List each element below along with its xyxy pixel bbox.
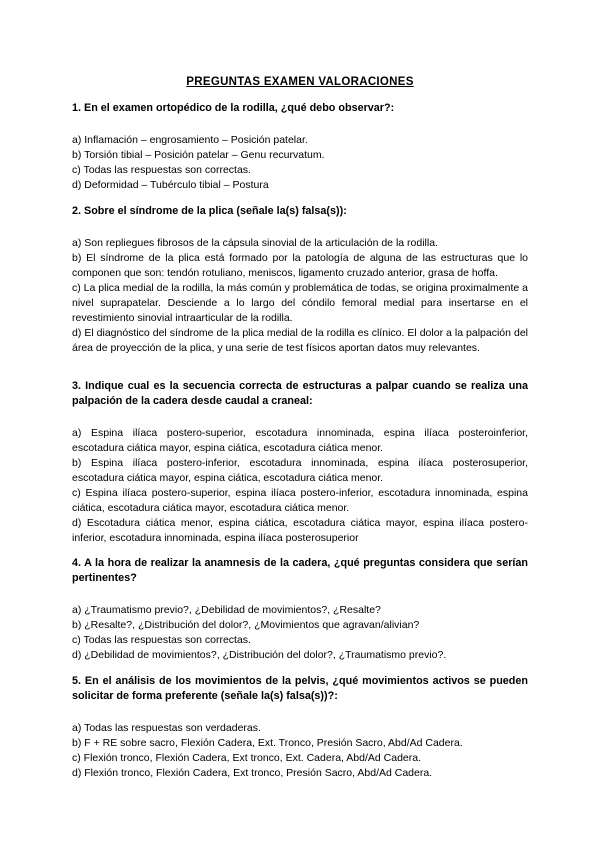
question-text: 4. A la hora de realizar la anamnesis de la cadera, ¿qué preguntas considera que serían pertinentes? (72, 557, 528, 584)
question-text: 2. Sobre el síndrome de la plica (señale la(s) falsa(s)): (72, 205, 347, 217)
options-list (72, 133, 528, 193)
option-c: c) Flexión tronco, Flexión Cadera, Ext tronco, Ext. Cadera, Abd/Ad Cadera. (72, 752, 422, 764)
option-b: b) El síndrome de la plica está formado por la patología de alguna de las estructuras que lo componen que son: tendón rotuliano, meniscos, ligamento cruzado anterior, grasa de hoffa. (72, 252, 528, 279)
option-a: a) Inflamación – engrosamiento – Posición patelar. (72, 134, 308, 146)
question-3 (72, 379, 528, 546)
question-4 (72, 556, 528, 663)
option-a: a) Espina ilíaca postero-superior, escotadura innominada, espina ilíaca posteroinferior, escotadura ciática mayor, espina ciática, escotadura ciática menor. (72, 427, 528, 454)
option-a: a) Son repliegues fibrosos de la cápsula sinovial de la articulación de la rodilla. (72, 237, 438, 249)
option-d: d) Deformidad – Tubérculo tibial – Postura (72, 179, 269, 191)
page-title: PREGUNTAS EXAMEN VALORACIONES (186, 76, 414, 88)
question-1 (72, 101, 528, 193)
option-a: a) Todas las respuestas son verdaderas. (72, 722, 261, 734)
option-d: d) Escotadura ciática menor, espina ciática, escotadura ciática mayor, espina ilíaca postero-inferior, escotadura innominada, espina ilíaca posterosuperior (72, 517, 528, 544)
options-list (72, 236, 528, 356)
question-text: 5. En el análisis de los movimientos de la pelvis, ¿qué movimientos activos se pueden solicitar de forma preferente (señale la(s) falsa(s))?: (72, 675, 528, 702)
question-text: 3. Indique cual es la secuencia correcta de estructuras a palpar cuando se realiza una palpación de la cadera desde caudal a craneal: (72, 380, 528, 407)
option-b: b) Torsión tibial – Posición patelar – Genu recurvatum. (72, 149, 325, 161)
options-list (72, 721, 528, 781)
option-c: c) Todas las respuestas son correctas. (72, 164, 251, 176)
option-c: c) Todas las respuestas son correctas. (72, 634, 251, 646)
question-2 (72, 204, 528, 356)
option-d: d) Flexión tronco, Flexión Cadera, Ext tronco, Presión Sacro, Abd/Ad Cadera. (72, 767, 433, 779)
question-text: 1. En el examen ortopédico de la rodilla, ¿qué debo observar?: (72, 102, 395, 114)
option-d: d) El diagnóstico del síndrome de la plica medial de la rodilla es clínico. El dolor a la palpación del área de proyección de la plica, y una serie de test físicos aportan datos muy relevantes. (72, 327, 528, 354)
option-d: d) ¿Debilidad de movimientos?, ¿Distribución del dolor?, ¿Traumatismo previo?. (72, 649, 447, 661)
question-5 (72, 674, 528, 781)
option-b: b) Espina ilíaca postero-inferior, escotadura innominada, espina ilíaca posterosuperior, escotadura ciática mayor, espina ciática, escotadura ciática menor. (72, 457, 528, 484)
option-c: c) La plica medial de la rodilla, la más común y problemática de todas, se origina proximalmente a nivel suprapatelar. Desciende a lo largo del cóndilo femoral medial para insertarse en el revestimiento sinovial intraarticular de la rodilla. (72, 282, 528, 324)
option-a: a) ¿Traumatismo previo?, ¿Debilidad de movimientos?, ¿Resalte? (72, 604, 381, 616)
options-list (72, 603, 528, 663)
option-c: c) Espina ilíaca postero-superior, espina ilíaca postero-inferior, escotadura innominada, espina ciática, escotadura ciática mayor, escotadura ciática menor. (72, 487, 528, 514)
option-b: b) F + RE sobre sacro, Flexión Cadera, Ext. Tronco, Presión Sacro, Abd/Ad Cadera. (72, 737, 463, 749)
option-b: b) ¿Resalte?, ¿Distribución del dolor?, ¿Movimientos que agravan/alivian? (72, 619, 420, 631)
options-list (72, 426, 528, 546)
